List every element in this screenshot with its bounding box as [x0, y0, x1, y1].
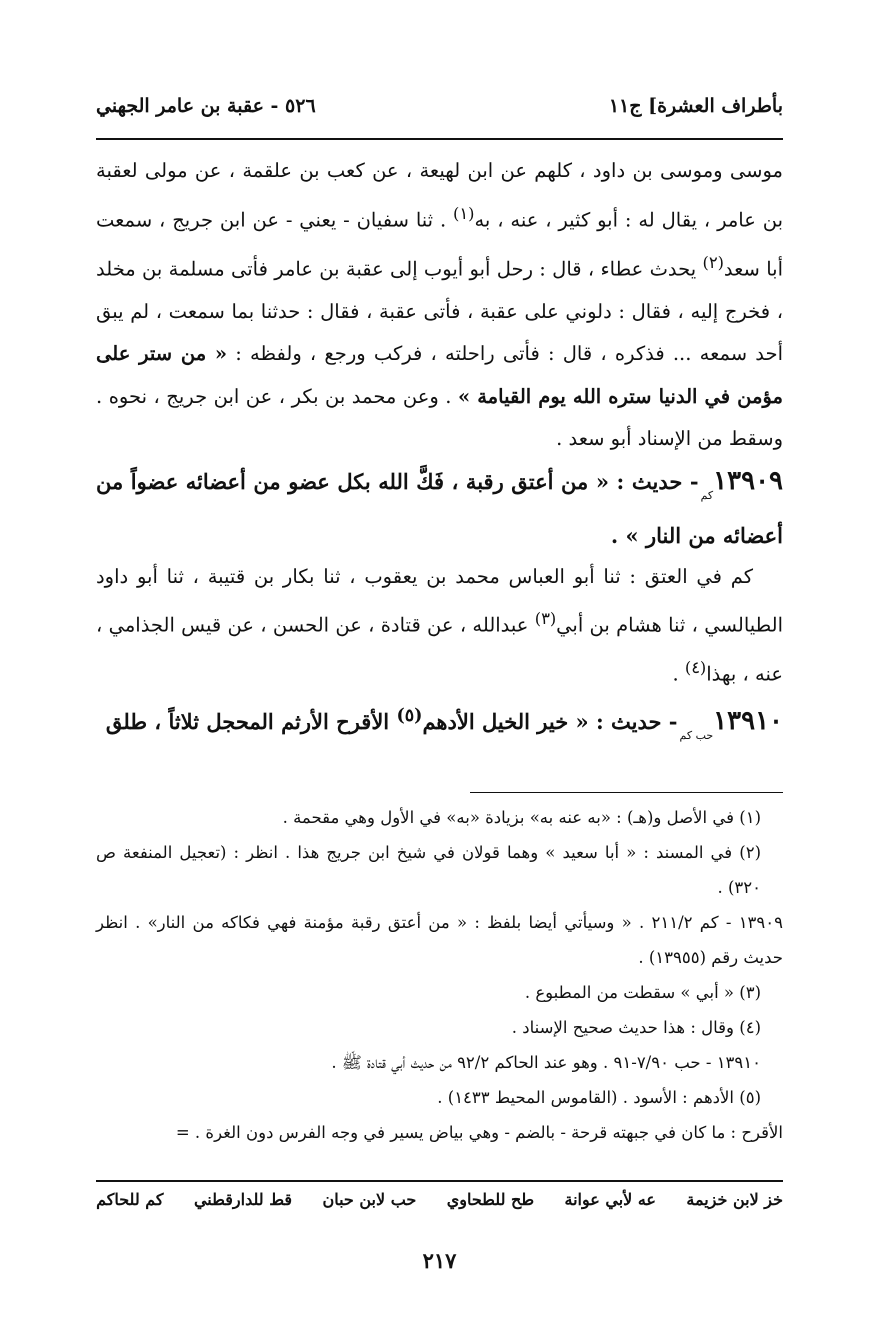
text-span: . وعن محمد بن بكر ، عن ابن جريج ، نحوه . وسقط من الإسناد أبو سعد . — [96, 384, 783, 450]
hadith-number: ١٣٩١٠ — [713, 706, 783, 736]
abbreviation: حب لابن حبان — [322, 1190, 417, 1209]
hadith-text: - حديث : « خير الخيل الأدهم — [422, 709, 678, 734]
source-sigla: كم — [700, 488, 714, 502]
footnote-ref-1: (١) — [453, 203, 475, 223]
page-number: ٢١٧ — [422, 1248, 457, 1273]
header-volume-title: بأطراف العشرة] ج١١ — [608, 95, 783, 117]
text-span: عبدالله ، عن قتادة ، عن الحسن ، عن قيس الجذامي ، عنه ، بهذا — [96, 613, 783, 686]
abbreviation: كم للحاكم — [96, 1190, 164, 1209]
hadith-text: الأقرح الأرثم المحجل ثلاثاً ، طلق — [105, 709, 397, 734]
footnote: (٢) في المسند : « أبا سعيد » وهما قولان في شيخ ابن جريج هذا . انظر : (تعجيل المنفعة ص ٣٢٠) . — [96, 843, 761, 897]
hadith-entry-13909 — [96, 461, 783, 556]
footnote-ref-4: (٤) — [684, 658, 707, 677]
footnote-ref-5: (٥) — [396, 706, 423, 726]
footnote-separator — [470, 792, 783, 793]
running-header — [96, 86, 783, 126]
abbreviations-key — [96, 1190, 783, 1209]
footnote: الأقرح : ما كان في جبهته قرحة - بالضم - وهي بياض يسير في وجه الفرس دون الغرة . = — [175, 1123, 783, 1142]
text-span: كم في العتق : ثنا أبو العباس محمد بن يعقوب ، ثنا بكار بن قتيبة ، ثنا أبو داود الطيالسي ، ثنا هشام بن أبي — [96, 564, 783, 637]
hadith-entry-13910 — [96, 696, 783, 756]
footnote: (٣) « أبي » سقطت من المطبوع . — [524, 983, 761, 1002]
source-sigla: حب كم — [679, 729, 714, 742]
abbreviation: طح للطحاوي — [446, 1190, 535, 1209]
text-span: . ثنا سفيان - يعني - عن ابن جريج ، سمعت أبا سعد — [96, 208, 783, 280]
footnote: (٥) الأدهم : الأسود . (القاموس المحيط ١٤٣٣) . — [437, 1088, 761, 1107]
footnote-ref-3: (٣) — [534, 609, 557, 628]
footnotes — [96, 800, 783, 1150]
footnote: (٤) وقال : هذا حديث صحيح الإسناد . — [511, 1018, 761, 1037]
hadith-number: ١٣٩٠٩ — [713, 465, 783, 496]
footnote: ١٣٩٠٩ - كم ٢١١/٢ . « وسيأتي أيضا بلفظ : « من أعتق رقبة مؤمنة فهي فكاكه من النار» . انظر حديث رقم (١٣٩٥٥) . — [96, 913, 783, 967]
abbreviation: قط للدارقطني — [193, 1190, 293, 1209]
header-chapter-title: ٥٢٦ - عقبة بن عامر الجهني — [96, 95, 316, 117]
paragraph-continuation — [96, 150, 783, 461]
footnote: ١٣٩١٠ - حب ٧/٩٠-٩١ . وهو عند الحاكم ٩٢/٢ من حديث أبي قتادة ﷺ . — [331, 1053, 761, 1072]
isnad-paragraph — [96, 556, 783, 697]
footnote: (١) في الأصل و(هـ) : «به عنه به» بزيادة «به» في الأول وهي مقحمة . — [282, 808, 761, 827]
abbreviation: عه لأبي عوانة — [564, 1190, 656, 1209]
text-span: . — [672, 662, 685, 686]
header-rule — [96, 138, 783, 140]
abbreviation: خز لابن خزيمة — [686, 1190, 783, 1209]
main-text — [96, 150, 783, 756]
footnote-ref-2: (٢) — [702, 252, 724, 272]
hadith-text: - حديث : « من أعتق رقبة ، فَكَّ الله بكل عضو من أعضائه عضواً من أعضائه من النار » . — [96, 468, 783, 548]
text-span: يحدث عطاء ، قال : رحل أبو أيوب إلى عقبة بن عامر فأتى مسلمة بن مخلد ، فخرج إليه ، فقال : دلوني على عقبة ، فأتى عقبة ، فقال : حدثنا بما سمعت ، لم يبق أحد سمعه ... فذكره ، قال : فأتى راحلته ، فركب ورجع ، ولفظه : — [96, 257, 783, 365]
abbreviations-rule — [96, 1180, 783, 1182]
hadith-quote: « من ستر على مؤمن في الدنيا ستره الله يوم القيامة » — [96, 342, 783, 408]
text-span: موسى وموسى بن داود ، كلهم عن ابن لهيعة ، عن كعب بن علقمة ، عن مولى لعقبة بن عامر ، يقال له : أبو كثير ، عنه ، به — [96, 159, 783, 231]
